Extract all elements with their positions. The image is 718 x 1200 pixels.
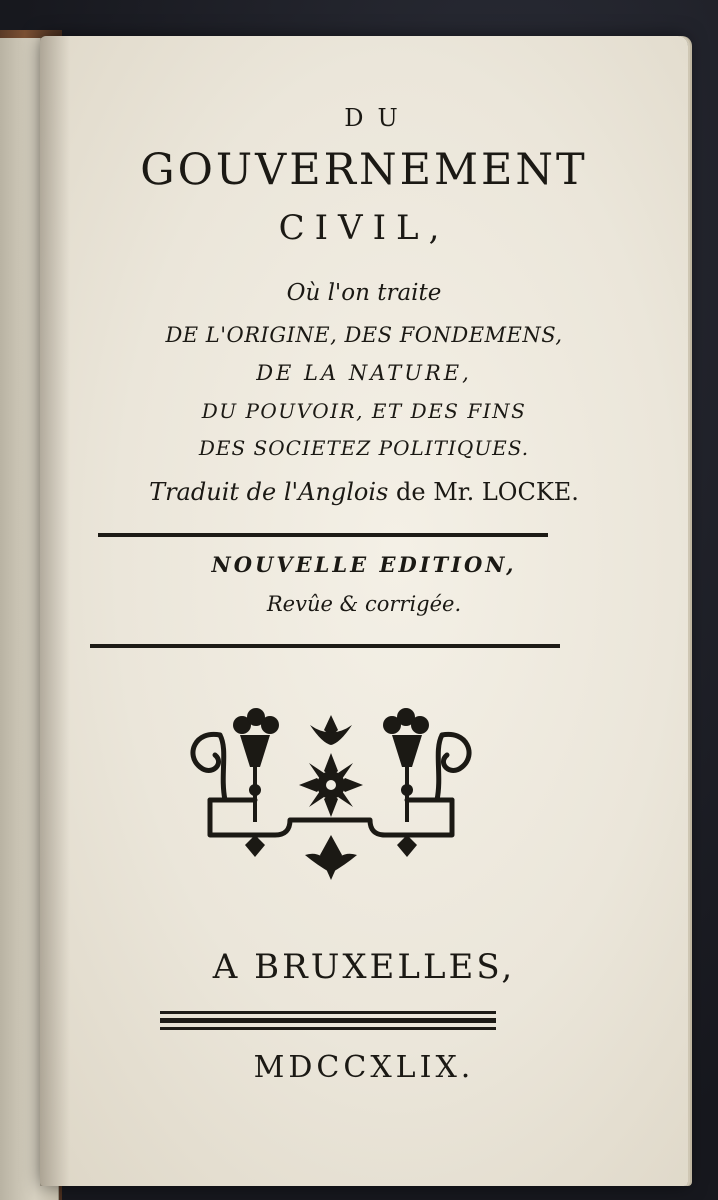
imprint-year: MDCCXLIX. [253, 1050, 475, 1085]
horizontal-rule [90, 644, 560, 648]
subtitle-line: DU POUVOIR, ET DES FINS [201, 399, 527, 423]
subtitle-line: DE LA NATURE, [256, 361, 472, 385]
double-rule-bottom [160, 1027, 496, 1030]
translation-prefix: Traduit de l'Anglois [149, 478, 389, 506]
subtitle-line: DE L'ORIGINE, DES FONDEMENS, [165, 323, 563, 347]
imprint-city: A BRUXELLES, [212, 947, 516, 987]
title-du: DU [344, 104, 412, 132]
floral-vignette-icon [180, 705, 480, 885]
horizontal-rule [98, 533, 548, 537]
double-rule-top [160, 1011, 496, 1014]
title-gouvernement: GOUVERNEMENT [140, 145, 588, 195]
title-civil: CIVIL, [278, 208, 450, 248]
translation-credit [40, 478, 688, 506]
revision-statement: Revûe & corrigée. [266, 592, 462, 616]
double-rule-middle [160, 1018, 496, 1023]
translation-author: de Mr. LOCKE. [388, 478, 579, 506]
subtitle-line: DES SOCIETEZ POLITIQUES. [198, 436, 530, 460]
subtitle-intro: Où l'on traite [286, 280, 442, 306]
edition-statement: NOUVELLE EDITION, [211, 552, 517, 577]
